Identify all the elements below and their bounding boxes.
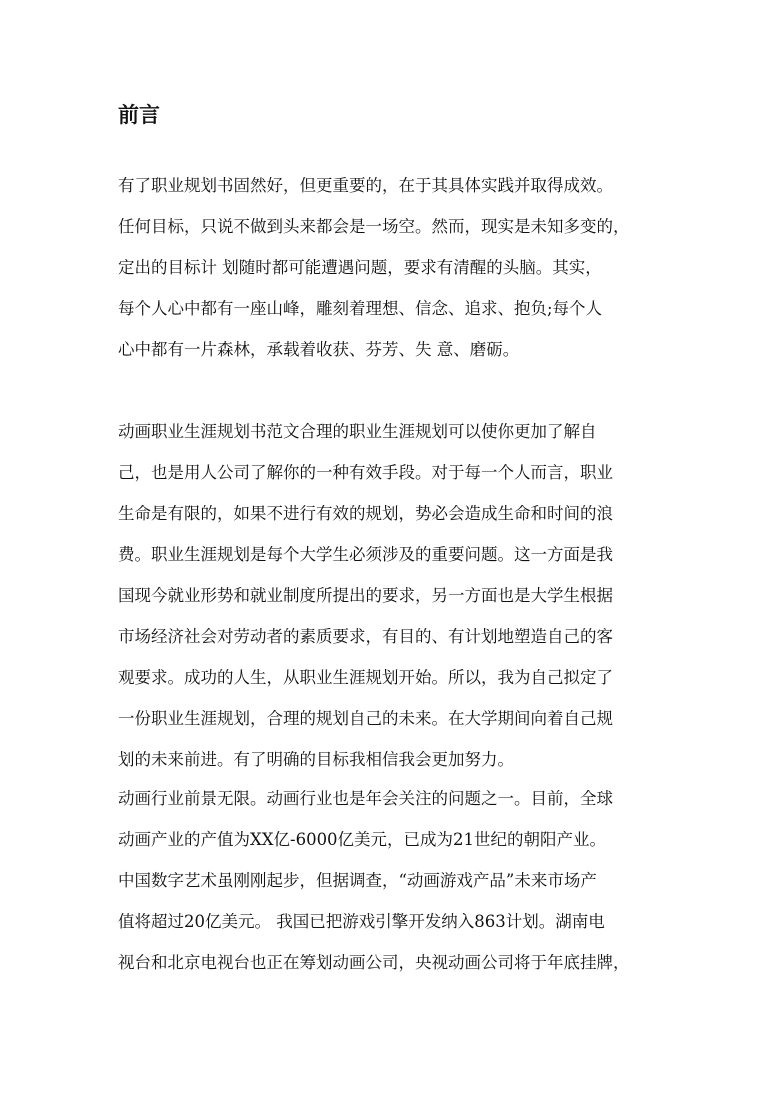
page-title: 前言: [118, 102, 160, 127]
paragraph-3-line: 动画行业前景无限。动画行业也是年会关注的问题之一。目前，全球: [118, 789, 613, 808]
paragraph-1-line: 定出的目标计 划随时都可能遭遇问题，要求有清醒的头脑。其实，: [118, 258, 602, 277]
paragraph-2-line: 费。职业生涯规划是每个大学生必须涉及的重要问题。这一方面是我: [118, 545, 613, 564]
paragraph-3-line: 视台和北京电视台也正在筹划动画公司，央视动画公司将于年底挂牌，: [118, 953, 630, 972]
paragraph-1-line: 心中都有一片森林，承载着收获、芬芳、失 意、磨砺。: [118, 340, 520, 359]
paragraph-3-line: 动画产业的产值为XX亿-6000亿美元，已成为21世纪的朝阳产业。: [118, 830, 607, 849]
paragraph-1-line: 有了职业规划书固然好，但更重要的，在于其具体实践并取得成效。: [118, 176, 613, 195]
paragraph-1-line: 每个人心中都有一座山峰，雕刻着理想、信念、追求、抱负;每个人: [118, 299, 603, 318]
paragraph-2-line: 划的未来前进。有了明确的目标我相信我会更加努力。: [118, 750, 514, 769]
paragraph-2-line: 国现今就业形势和就业制度所提出的要求，另一方面也是大学生根据: [118, 586, 613, 605]
paragraph-2-line: 动画职业生涯规划书范文合理的职业生涯规划可以使你更加了解自: [118, 422, 597, 441]
paragraph-2-line: 观要求。成功的人生，从职业生涯规划开始。所以，我为自己拟定了: [118, 668, 613, 687]
paragraph-2-line: 市场经济社会对劳动者的素质要求，有目的、有计划地塑造自己的客: [118, 627, 613, 646]
paragraph-2-line: 一份职业生涯规划，合理的规划自己的未来。在大学期间向着自己规: [118, 709, 613, 728]
paragraph-1-line: 任何目标，只说不做到头来都会是一场空。然而，现实是未知多变的，: [118, 217, 630, 236]
paragraph-2-line: 己，也是用人公司了解你的一种有效手段。对于每一个人而言，职业: [118, 463, 613, 482]
paragraph-3-line: 值将超过20亿美元。 我国已把游戏引擎开发纳入863计划。湖南电: [118, 912, 605, 931]
paragraph-3-line: 中国数字艺术虽刚刚起步，但据调查，“动画游戏产品”未来市场产: [118, 871, 597, 890]
paragraph-2-line: 生命是有限的，如果不进行有效的规划，势必会造成生命和时间的浪: [118, 504, 613, 523]
